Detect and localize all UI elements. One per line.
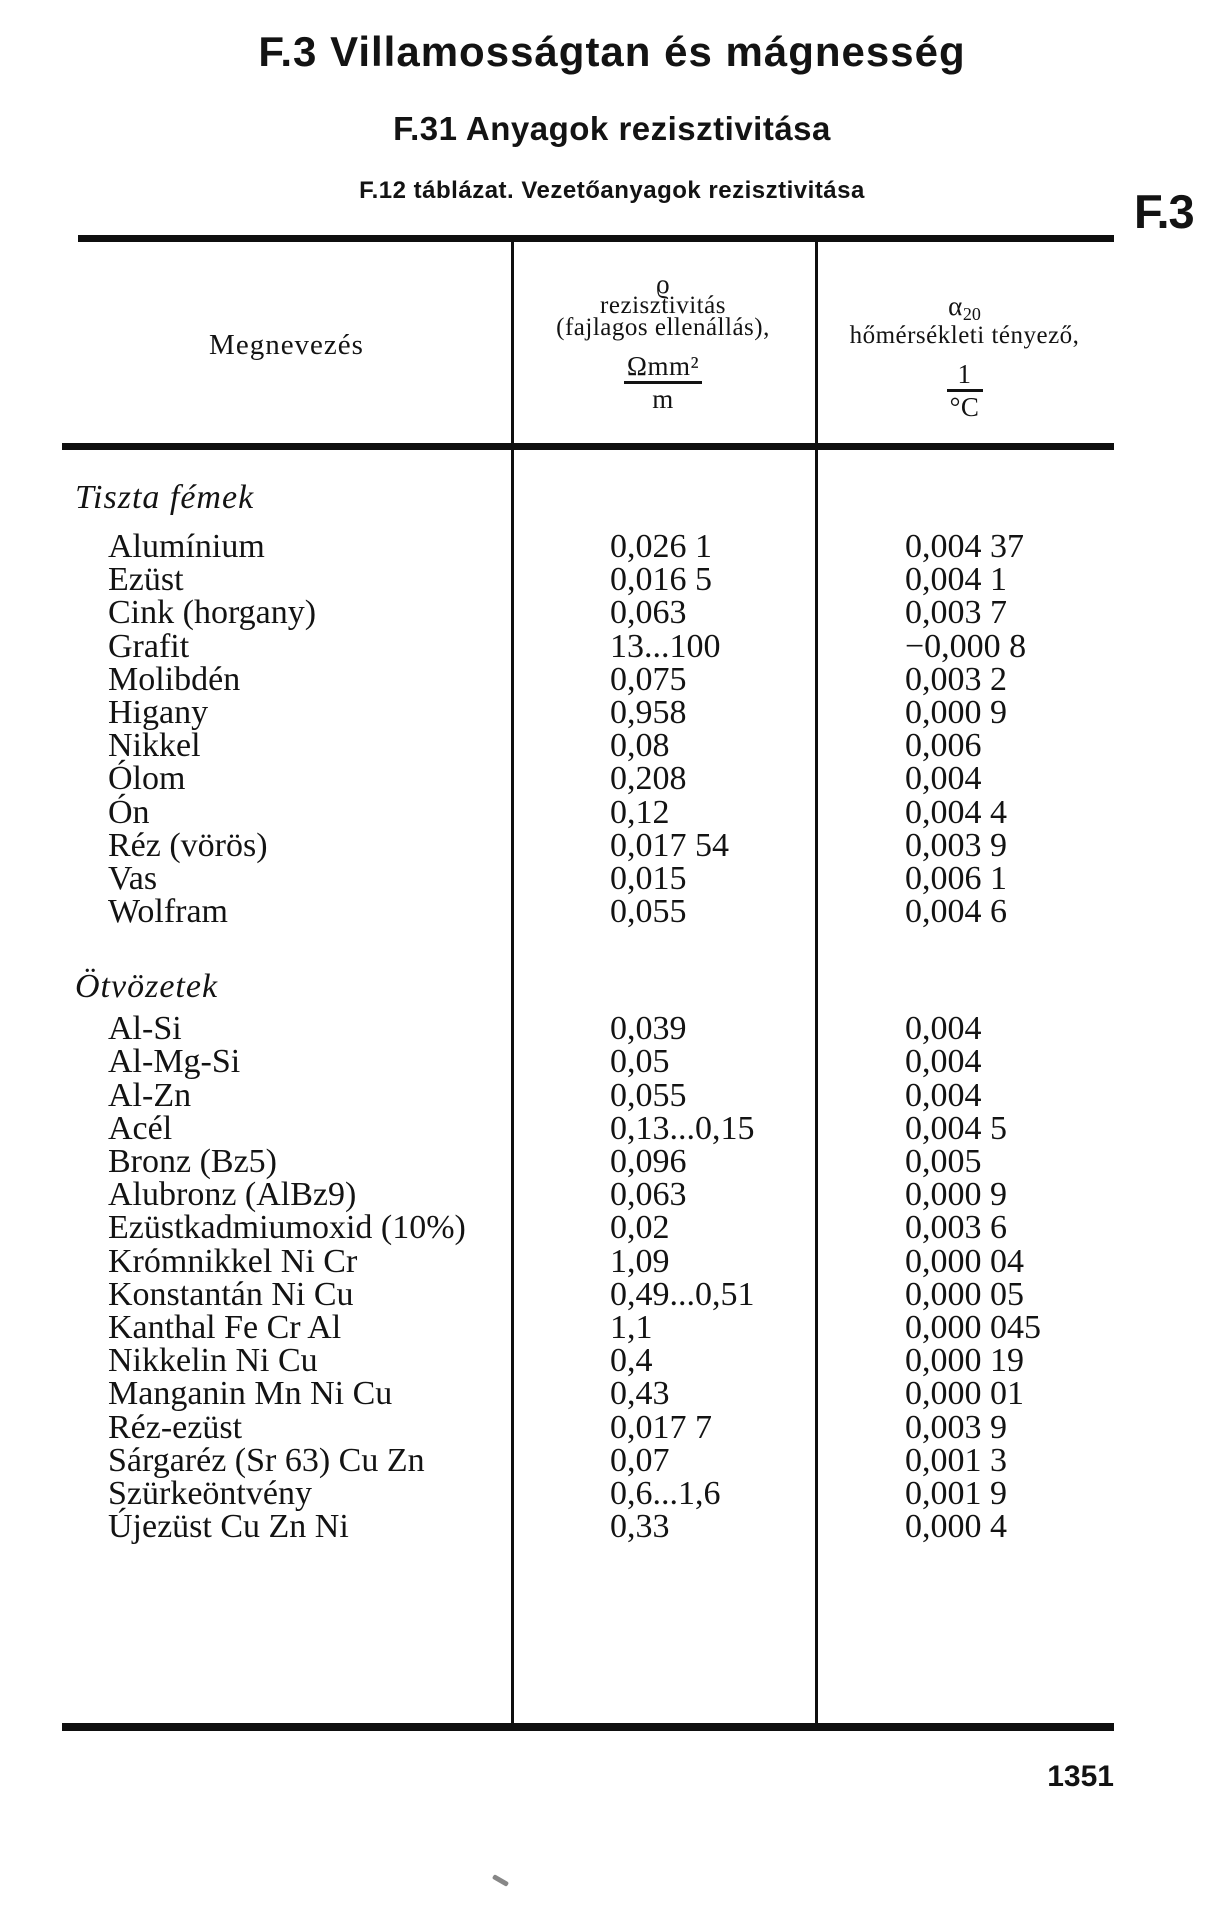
temp-coeff-value: 0,000 045: [905, 1308, 1041, 1346]
temp-coeff-value: 0,004: [905, 760, 982, 798]
material-name: Szürkeöntvény: [108, 1474, 312, 1512]
material-name: Higany: [108, 693, 209, 731]
table-row: [62, 1342, 1114, 1380]
table-row: [62, 1176, 1114, 1214]
material-name: Ezüstkadmiumoxid (10%): [108, 1209, 466, 1247]
material-name: Nikkelin Ni Cu: [108, 1342, 318, 1380]
material-name: Ón: [108, 793, 150, 831]
temp-coeff-value: 0,000 05: [905, 1275, 1024, 1313]
temp-coeff-value: 0,001 3: [905, 1441, 1007, 1479]
material-name: Wolfram: [108, 893, 228, 931]
table-row: [62, 1508, 1114, 1546]
resistivity-value: 0,43: [610, 1375, 670, 1413]
table-row: [62, 1109, 1114, 1147]
material-name: Krómnikkel Ni Cr: [108, 1242, 358, 1280]
resistivity-value: 0,055: [610, 1076, 687, 1114]
temp-coeff-value: 0,004 4: [905, 793, 1007, 831]
temp-coeff-value: 0,000 9: [905, 1176, 1007, 1214]
table-row: [62, 627, 1114, 665]
resistivity-value: 0,08: [610, 727, 670, 765]
resistivity-table: [62, 235, 1114, 1731]
resistivity-value: 0,958: [610, 693, 687, 731]
resistivity-value: 0,33: [610, 1508, 670, 1546]
header-resistivity-line1: rezisztivitás: [600, 292, 726, 319]
table-row: [62, 1242, 1114, 1280]
section-label: Ötvözetek: [75, 968, 219, 1006]
chapter-title: F.3 Villamosságtan és mágnesség: [258, 28, 966, 75]
table-row: [62, 760, 1114, 798]
resistivity-value: 0,07: [610, 1441, 670, 1479]
material-name: Vas: [108, 859, 158, 897]
material-name: Ezüst: [108, 561, 184, 599]
temp-coeff-value: 0,003 6: [905, 1209, 1007, 1247]
material-name: Alubronz (AlBz9): [108, 1176, 357, 1214]
temp-coeff-value: 0,004: [905, 1076, 982, 1114]
material-name: Al-Zn: [108, 1076, 192, 1114]
table-row: [62, 660, 1114, 698]
resistivity-value: 0,4: [610, 1342, 653, 1380]
material-name: Manganin Mn Ni Cu: [108, 1375, 393, 1413]
resistivity-value: 0,063: [610, 594, 687, 632]
material-name: Ólom: [108, 760, 186, 798]
table-row: [62, 1076, 1114, 1114]
temp-coeff-value: 0,004 6: [905, 893, 1007, 931]
material-name: Cink (horgany): [108, 594, 317, 632]
material-name: Réz-ezüst: [108, 1408, 243, 1446]
resistivity-value: 0,49...0,51: [610, 1275, 755, 1313]
temp-coeff-value: 0,003 9: [905, 1408, 1007, 1446]
material-name: Al-Mg-Si: [108, 1043, 241, 1081]
material-name: Molibdén: [108, 660, 241, 698]
table-row: [62, 1441, 1114, 1479]
table-row: [62, 1375, 1114, 1413]
resistivity-value: 0,12: [610, 793, 670, 831]
material-name: Sárgaréz (Sr 63) Cu Zn: [108, 1441, 425, 1479]
temp-coeff-value: 0,005: [905, 1143, 982, 1180]
table-top-border: [78, 235, 1114, 242]
material-name: Bronz (Bz5): [108, 1143, 278, 1180]
temp-coeff-value: 0,000 4: [905, 1508, 1007, 1546]
page-number: 1351: [1047, 1760, 1114, 1793]
resistivity-value: 0,055: [610, 893, 687, 931]
alpha20-symbol: $\alpha_{20}$: [948, 291, 981, 324]
temp-coeff-value: 0,006 1: [905, 859, 1007, 897]
header-name-column: Megnevezés: [209, 329, 364, 361]
temp-coeff-value: 0,000 19: [905, 1342, 1024, 1380]
temp-coeff-value: 0,003 7: [905, 594, 1007, 632]
temp-coeff-value: 0,006: [905, 727, 982, 765]
table-row: [62, 1275, 1114, 1313]
table-row: [62, 859, 1114, 897]
scan-artifact-mark: [492, 1874, 509, 1887]
header-temp-coeff-column: [815, 291, 1114, 422]
resistivity-value: 0,039: [610, 1010, 687, 1048]
table-row: [62, 1209, 1114, 1247]
material-name: Al-Si: [108, 1010, 182, 1048]
resistivity-value: 0,6...1,6: [610, 1474, 721, 1512]
section-title: F.31 Anyagok rezisztivitása: [393, 110, 831, 147]
resistivity-value: 0,017 54: [610, 826, 729, 864]
unit-denominator: m: [652, 384, 674, 414]
unit-denominator: °C: [949, 392, 980, 422]
temp-coeff-value: 0,004 1: [905, 561, 1007, 599]
temp-coeff-value: 0,004 5: [905, 1109, 1007, 1147]
unit-numerator: Ωmm²: [624, 353, 702, 384]
resistivity-value: 0,096: [610, 1143, 687, 1180]
corner-tab-label: F.3: [1134, 185, 1194, 238]
material-name: Alumínium: [108, 528, 265, 565]
temp-coeff-value: −0,000 8: [905, 627, 1027, 665]
table-row: [62, 893, 1114, 931]
resistivity-value: 0,02: [610, 1209, 670, 1247]
table-body: [62, 449, 1114, 1546]
table-row: [62, 727, 1114, 765]
material-name: Konstantán Ni Cu: [108, 1275, 354, 1313]
temp-coeff-value: 0,004: [905, 1010, 982, 1048]
alpha-subscript: 20: [962, 304, 981, 324]
temp-coeff-value: 0,000 9: [905, 693, 1007, 731]
rho-symbol: ϱ: [655, 269, 671, 299]
table-row: [62, 826, 1114, 864]
table-caption: F.12 táblázat. Vezetőanyagok rezisztivitása: [359, 177, 865, 204]
resistivity-value: 1,1: [610, 1308, 653, 1346]
table-row: [62, 530, 1114, 563]
resistivity-value: 0,05: [610, 1043, 670, 1081]
table-row: [62, 793, 1114, 831]
resistivity-value: 0,026 1: [610, 528, 712, 565]
table-row: [62, 1408, 1114, 1446]
resistivity-value: 0,063: [610, 1176, 687, 1214]
table-row: [62, 561, 1114, 599]
resistivity-value: 0,015: [610, 859, 687, 897]
temp-coeff-value: 0,003 2: [905, 660, 1007, 698]
resistivity-value: 13...100: [610, 627, 721, 665]
material-name: Nikkel: [108, 727, 201, 765]
temp-coeff-value: 0,001 9: [905, 1474, 1007, 1512]
table-row: [62, 594, 1114, 632]
table-row: [62, 1145, 1114, 1178]
material-name: Réz (vörös): [108, 826, 268, 864]
section-label: Tiszta fémek: [75, 479, 255, 516]
table-bottom-border: [62, 1723, 1114, 1731]
unit-numerator: 1: [947, 361, 983, 392]
temp-coeff-value: 0,000 01: [905, 1375, 1024, 1413]
table-row: [62, 1474, 1114, 1512]
resistivity-value: 0,016 5: [610, 561, 712, 599]
table-row: [62, 1308, 1114, 1346]
temp-coeff-value: 0,004 37: [905, 528, 1024, 565]
resistivity-value: 0,075: [610, 660, 687, 698]
section-alloys: [62, 968, 1114, 1546]
temp-coeff-value: 0,000 04: [905, 1242, 1024, 1280]
resistivity-value: 0,208: [610, 760, 687, 798]
temp-coeff-unit-fraction: [947, 361, 983, 420]
material-name: Acél: [108, 1109, 173, 1147]
resistivity-value: 0,13...0,15: [610, 1109, 755, 1147]
resistivity-value: 1,09: [610, 1242, 670, 1280]
material-name: Újezüst Cu Zn Ni: [108, 1508, 349, 1546]
temp-coeff-value: 0,004: [905, 1043, 982, 1081]
section-pure-metals: [62, 479, 1114, 931]
header-resistivity-line2: (fajlagos ellenállás),: [556, 314, 770, 341]
resistivity-unit-fraction: [624, 353, 702, 412]
material-name: Kanthal Fe Cr Al: [108, 1308, 342, 1346]
temp-coeff-value: 0,003 9: [905, 826, 1007, 864]
header-resistivity-column: [511, 269, 815, 414]
resistivity-value: 0,017 7: [610, 1408, 712, 1446]
table-row: [62, 1010, 1114, 1048]
material-name: Grafit: [108, 627, 190, 665]
table-row: [62, 693, 1114, 731]
table-row: [62, 1043, 1114, 1081]
header-temp-coeff-line1: hőmérsékleti tényező,: [849, 322, 1080, 349]
